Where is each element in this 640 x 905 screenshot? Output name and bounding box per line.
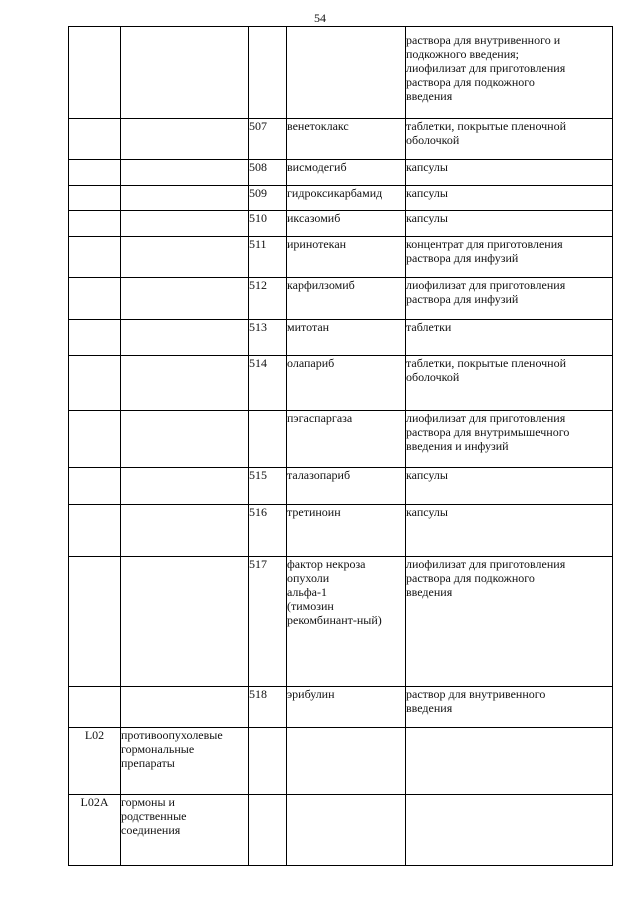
cell-code [69,356,121,411]
cell-num [249,186,287,211]
cell-group [121,557,249,687]
form-text: раствор для внутривенного введения [406,687,546,715]
cell-code [69,160,121,186]
cell-group [121,468,249,505]
cell-group [121,211,249,237]
cell-code [69,186,121,211]
cell-num [249,557,287,687]
cell-group [121,320,249,356]
name-text: пэгаспаргаза [287,411,353,425]
cell-name [287,557,406,687]
cell-form [406,160,613,186]
cell-code [69,728,121,795]
cell-code [69,795,121,866]
form-text: капсулы [406,211,448,225]
cell-code [69,411,121,468]
cell-form [406,557,613,687]
num-text: 508 [249,160,267,174]
cell-form [406,795,613,866]
form-text: лиофилизат для приготовления раствора для инфузий [406,278,566,306]
form-text: лиофилизат для приготовления раствора для внутримышечного введения и инфузий [406,411,570,453]
cell-num [249,27,287,119]
num-text: 510 [249,211,267,225]
num-text: 509 [249,186,267,200]
form-text: таблетки, покрытые пленочной оболочкой [406,119,567,147]
num-text: 507 [249,119,267,133]
name-text: иринотекан [287,237,347,251]
cell-code [69,468,121,505]
cell-name [287,160,406,186]
table-row [69,557,613,687]
cell-form [406,468,613,505]
cell-form [406,237,613,278]
cell-code [69,119,121,160]
num-text: 515 [249,468,267,482]
num-text: 516 [249,505,267,519]
name-text: митотан [287,320,330,334]
num-text: 517 [249,557,267,571]
cell-num [249,278,287,320]
cell-num [249,505,287,557]
name-text: гидроксикарбамид [287,186,383,200]
table-row [69,468,613,505]
cell-form [406,356,613,411]
name-text: эрибулин [287,687,335,701]
name-text: третиноин [287,505,341,519]
table-row [69,728,613,795]
name-text: карфилзомиб [287,278,355,292]
medication-table [68,26,613,866]
form-text: капсулы [406,186,448,200]
name-text: олапариб [287,356,335,370]
cell-code [69,687,121,728]
table-row [69,320,613,356]
form-text: капсулы [406,505,448,519]
cell-group [121,160,249,186]
cell-form [406,687,613,728]
name-text: талазопариб [287,468,351,482]
cell-num [249,119,287,160]
cell-group [121,278,249,320]
num-text: 513 [249,320,267,334]
cell-code [69,237,121,278]
cell-num [249,211,287,237]
cell-group [121,728,249,795]
cell-group [121,119,249,160]
cell-name [287,411,406,468]
cell-form [406,211,613,237]
num-text: 512 [249,278,267,292]
cell-name [287,728,406,795]
code-text: L02 [84,728,105,742]
cell-form [406,728,613,795]
table-row [69,505,613,557]
cell-form [406,278,613,320]
cell-form [406,119,613,160]
cell-group [121,795,249,866]
form-text: раствора для внутривенного и подкожного введения; лиофилизат для приготовления раствора для подкожного введения [406,33,566,103]
cell-name [287,320,406,356]
table-row [69,119,613,160]
cell-name [287,356,406,411]
cell-name [287,505,406,557]
cell-name [287,119,406,160]
name-text: висмодегиб [287,160,347,174]
cell-group [121,186,249,211]
cell-code [69,505,121,557]
form-text: лиофилизат для приготовления раствора для подкожного введения [406,557,566,599]
cell-code [69,211,121,237]
cell-group [121,687,249,728]
cell-num [249,795,287,866]
page-number: 54 [314,11,326,25]
table-row [69,237,613,278]
num-text: 514 [249,356,267,370]
cell-name [287,237,406,278]
cell-form [406,186,613,211]
cell-name [287,27,406,119]
name-text: иксазомиб [287,211,341,225]
cell-num [249,687,287,728]
table-row [69,411,613,468]
cell-group [121,356,249,411]
form-text: концентрат для приготовления раствора для инфузий [406,237,563,265]
cell-group [121,237,249,278]
table-row [69,186,613,211]
code-text: L02A [80,795,109,809]
table-row [69,211,613,237]
cell-form [406,320,613,356]
cell-num [249,320,287,356]
name-text: фактор некроза опухоли альфа-1 (тимозин рекомбинант-ный) [287,557,382,627]
cell-group [121,27,249,119]
table-row [69,278,613,320]
cell-code [69,27,121,119]
table-row [69,795,613,866]
cell-code [69,320,121,356]
num-text: 511 [249,237,267,251]
cell-code [69,557,121,687]
cell-name [287,468,406,505]
cell-num [249,356,287,411]
cell-form [406,27,613,119]
cell-form [406,411,613,468]
cell-name [287,795,406,866]
num-text: 518 [249,687,267,701]
table-row [69,687,613,728]
form-text: таблетки, покрытые пленочной оболочкой [406,356,567,384]
name-text: венетоклакс [287,119,349,133]
form-text: капсулы [406,160,448,174]
table-row [69,160,613,186]
form-text: капсулы [406,468,448,482]
cell-group [121,505,249,557]
cell-num [249,237,287,278]
cell-name [287,278,406,320]
group-text: противоопухолевые гормональные препараты [121,728,223,770]
table-row [69,356,613,411]
cell-num [249,468,287,505]
cell-name [287,186,406,211]
table-row [69,27,613,119]
cell-num [249,411,287,468]
group-text: гормоны и родственные соединения [121,795,187,837]
cell-form [406,505,613,557]
form-text: таблетки [406,320,452,334]
cell-name [287,687,406,728]
cell-name [287,211,406,237]
cell-code [69,278,121,320]
cell-num [249,728,287,795]
cell-group [121,411,249,468]
cell-num [249,160,287,186]
